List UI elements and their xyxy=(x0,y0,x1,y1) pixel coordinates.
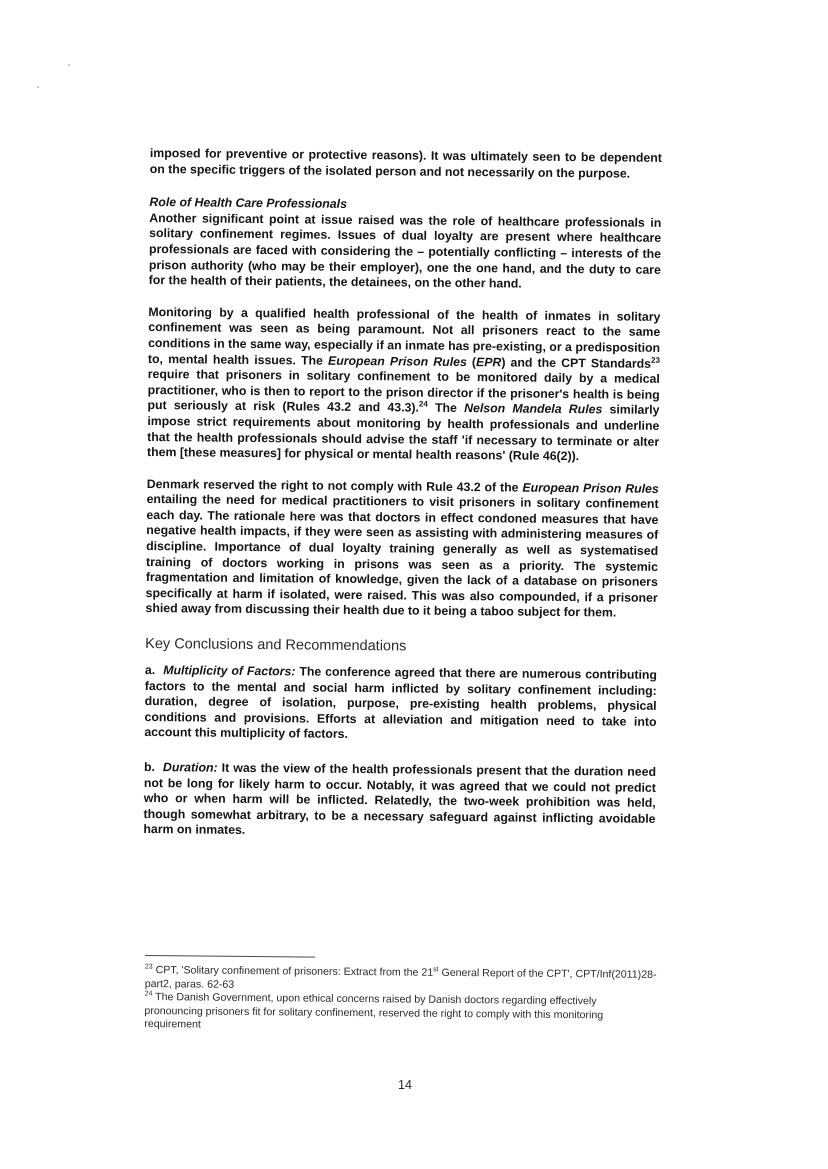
item-b-letter: b. xyxy=(143,759,156,775)
paragraph-role: Another significant point at issue raised was the role of healthcare professionals in solitary confinement regimes. Issues of dual loyalty are present where healthcare professionals are faced with considering the – potentially conflicting – interests of the prison authority (who may be their employer), one the one hand, and the duty to care for the health of their patients, the detainees, on the other hand. xyxy=(148,210,662,291)
monitoring-text-1: Monitoring by a qualified health professional of the health of inmates in solitary confinement was seen as being paramount. Not all prisoners react to the same conditions in the same way, especially if an inmate has pre-existing, or a predisposition to, mental health issues. The xyxy=(147,304,661,368)
footnote-ref-23[interactable]: 23 xyxy=(651,355,661,365)
footnote-ref-24[interactable]: 24 xyxy=(418,399,428,409)
monitoring-text-4: require that prisoners in solitary confinement to be monitored daily by a medical practitioner, who is then to report to the prison director if the prisoner's health is being put seriously at risk (Rules 43.2 and 43.3). xyxy=(147,367,660,415)
footnote-23-text-2: General Report of the CPT', CPT/Inf(2011)28-part2, paras. 62-63 xyxy=(144,966,657,991)
scan-speck xyxy=(37,86,39,88)
footnotes xyxy=(144,955,657,1037)
footnote-separator xyxy=(145,955,315,958)
item-a-letter: a. xyxy=(144,663,156,678)
item-a-text: The conference agreed that there are numerous contributing factors to the mental and social harm inflicted by solitary confinement including: duration, degree of isolation, purpose, pre-existing health problems, physical conditions and provisions. Efforts at alleviation and mitigation need to take into account this multiplicity of factors. xyxy=(144,664,658,742)
item-b-text: It was the view of the health professionals present that the duration need not be long for likely harm to occur. Notably, it was agreed that we could not predict who or when harm will be inflicted. Relatedly, the two-week prohibition was held, though somewhat arbitrary, to be a necessary safeguard against inflicting avoidable harm on inmates. xyxy=(143,760,657,838)
footnote-23-ordinal: st xyxy=(433,966,439,974)
item-b-label: Duration: xyxy=(162,760,218,775)
footnote-24 xyxy=(144,991,656,1037)
body-text xyxy=(143,146,662,843)
item-a-label: Multiplicity of Factors: xyxy=(163,663,296,679)
recommendation-item-b xyxy=(143,760,656,843)
denmark-text-2: entailing the need for medical practitioners to visit prisoners in solitary confinement each day. The rationale here was that doctors in effect condoned measures that have negative health impacts, if they were seen as assisting with administering measures of discipline. Importance of dual loyalty training generally as well as systematised training of doctors working in prisons was seen as a priority. The systemic fragmentation and limitation of knowledge, given the lack of a database on prisoners specifically at harm if isolated, were raised. This was also compounded, if a prisoner shied away from discussing their health due to it being a taboo subject for them. xyxy=(145,492,659,620)
epr-abbreviation: EPR xyxy=(476,354,502,369)
monitoring-text-2: ( xyxy=(466,354,477,369)
page-number: 14 xyxy=(398,1078,412,1092)
paragraph-denmark xyxy=(145,477,658,622)
denmark-text-1: Denmark reserved the right to not comply with Rule 43.2 of the xyxy=(146,476,523,495)
monitoring-text-5: The xyxy=(427,400,465,416)
subheading-role-of-health-care-professionals: Role of Health Care Professionals xyxy=(149,195,348,212)
footnote-24-number: 24 xyxy=(144,990,153,998)
intro-paragraph: imposed for preventive or protective reasons). It was ultimately seen to be dependent on the specific triggers of the isolated person and not necessarily on the purpose. xyxy=(149,146,662,181)
nelson-mandela-rules-title: Nelson Mandela Rules xyxy=(464,401,603,417)
monitoring-text-3: ) and the CPT Standards xyxy=(501,354,652,371)
paragraph-monitoring xyxy=(147,305,660,466)
footnote-24-text: The Danish Government, upon ethical concerns raised by Danish doctors regarding effectively pronouncing prisoners fit for solitary confinement, reserved the right to comply with this monitoring requirement xyxy=(144,991,604,1031)
scan-speck xyxy=(68,64,70,66)
footnote-23-number: 23 xyxy=(144,963,153,971)
recommendation-item-a xyxy=(144,663,657,746)
footnote-23-text-1: CPT, 'Solitary confinement of prisoners: Extract from the 21 xyxy=(152,964,434,979)
epr-title: European Prison Rules xyxy=(522,480,659,496)
epr-title: European Prison Rules xyxy=(328,353,467,369)
monitoring-text-6: similarly impose strict requirements about monitoring by health professionals and underline that the health professionals should advise the staff 'if necessary to terminate or alter them [these measures] for physical or mental health reasons' (Rule 46(2)). xyxy=(146,402,660,464)
section-heading-key-conclusions: Key Conclusions and Recommendations xyxy=(145,636,407,655)
